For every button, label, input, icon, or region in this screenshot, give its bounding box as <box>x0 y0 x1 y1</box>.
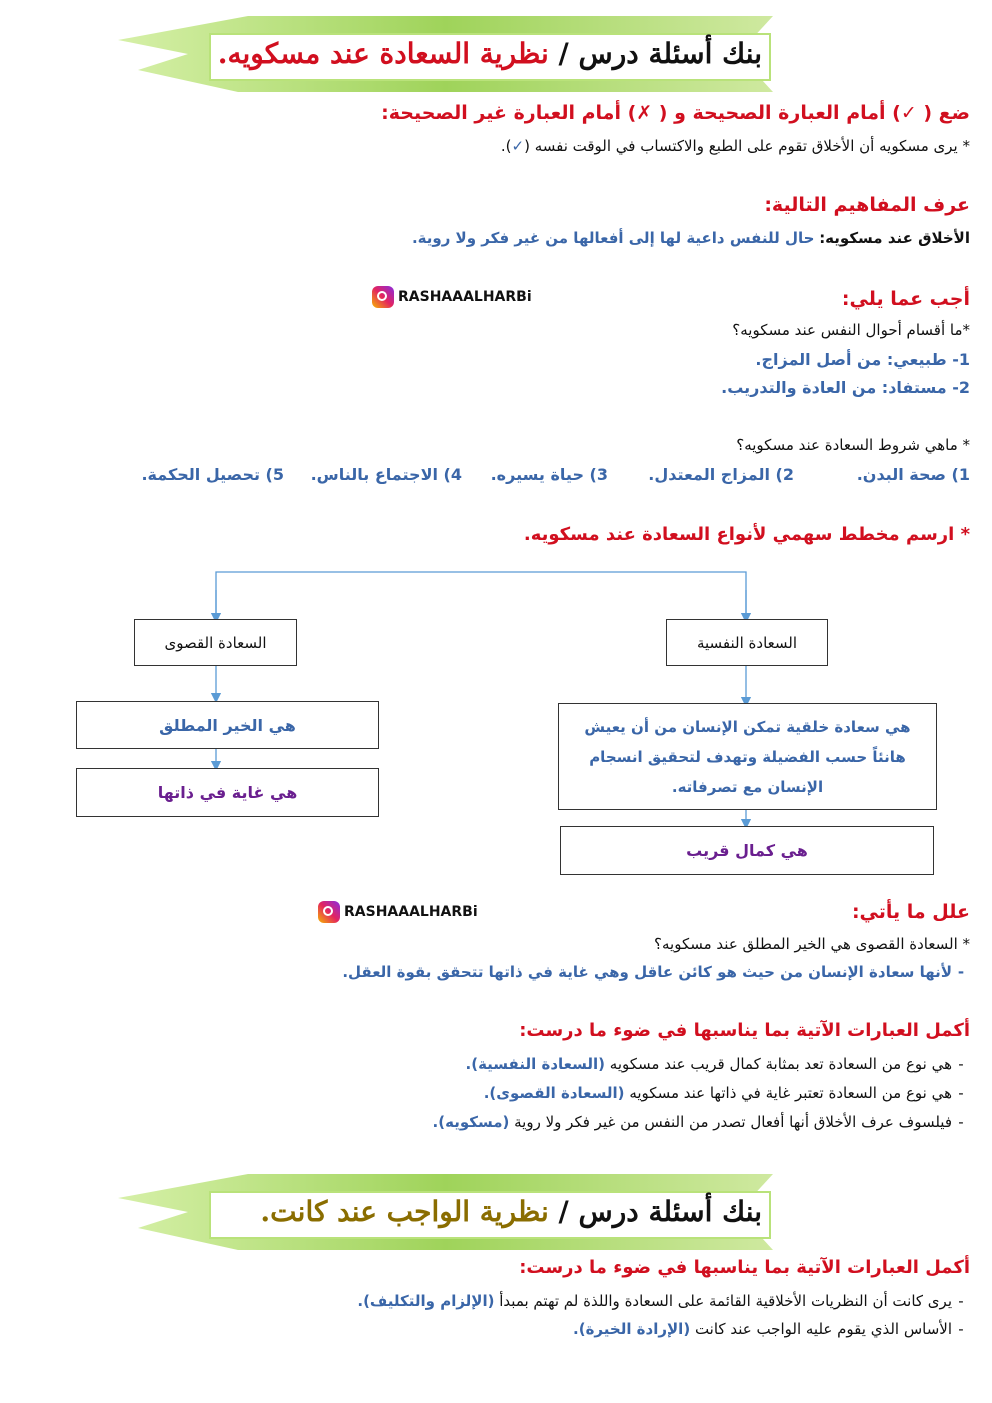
q1-statement-close: ). <box>500 137 512 155</box>
box-right-description: هي سعادة خلقية تمكن الإنسان من أن يعيش هانئاً حسب الفضيلة وتهدف لتحقيق انسجام الإنسان مع تصرفاته. <box>558 703 937 810</box>
banner-2-heading <box>260 1195 762 1228</box>
q6-item-3-answer: (مسكويه). <box>432 1113 510 1131</box>
q1-check-mark: ✓ <box>511 137 525 155</box>
q6-item-2-answer: (السعادة القصوى). <box>483 1084 625 1102</box>
instagram-handle: RASHAAALHARBi <box>398 289 532 305</box>
q5-question: * السعادة القصوى هي الخير المطلق عند مسكويه؟ <box>654 935 970 953</box>
q7-item-1: -يرى كانت أن النظريات الأخلاقية القائمة على السعادة واللذة لم تهتم بمبدأ (الإلزام والتكليف). <box>357 1292 964 1310</box>
q2-term: الأخلاق عند مسكويه: <box>819 229 970 247</box>
q3-heading: أجب عما يلي: <box>841 288 970 310</box>
instagram-handle: RASHAAALHARBi <box>344 904 478 920</box>
q6-item-2: -هي نوع من السعادة تعتبر غاية في ذاتها عند مسكويه (السعادة القصوى). <box>483 1084 964 1102</box>
banner-1-heading <box>218 37 762 70</box>
q3-condition-2: 2) المزاج المعتدل. <box>648 465 794 484</box>
q7-item-1-text: يرى كانت أن النظريات الأخلاقية القائمة على السعادة واللذة لم تهتم بمبدأ <box>494 1292 952 1310</box>
banner-2-title: نظرية الواجب عند كانت. <box>260 1195 549 1228</box>
q2-heading: عرف المفاهيم التالية: <box>764 194 970 216</box>
q3-answer-2: 2- مستفاد: من العادة والتدريب. <box>721 378 970 397</box>
q6-item-2-text: هي نوع من السعادة تعتبر غاية في ذاتها عند مسكويه <box>624 1084 952 1102</box>
q5-answer: -لأنها سعادة الإنسان من حيث هو كائن عاقل وهي غاية في ذاتها تتحقق بقوة العقل. <box>342 963 965 981</box>
q3-condition-5: 5) تحصيل الحكمة. <box>141 465 284 484</box>
box-left-title: السعادة القصوى <box>134 619 297 666</box>
q6-item-1: -هي نوع من السعادة تعد بمثابة كمال قريب عند مسكويه (السعادة النفسية). <box>465 1055 964 1073</box>
banner-2 <box>118 1168 778 1256</box>
q6-item-3: -فيلسوف عرف الأخلاق أنها أفعال تصدر من النفس من غير فكر ولا روية (مسكويه). <box>432 1113 964 1131</box>
q5-answer-text: لأنها سعادة الإنسان من حيث هو كائن عاقل وهي غاية في ذاتها تتحقق بقوة العقل. <box>342 963 952 981</box>
banner-1-title: نظرية السعادة عند مسكويه. <box>217 37 549 70</box>
q3-question-1: *ما أقسام أحوال النفس عند مسكويه؟ <box>732 321 970 339</box>
q4-heading: * ارسم مخطط سهمي لأنواع السعادة عند مسكويه. <box>523 524 970 545</box>
q1-statement-text: * يرى مسكويه أن الأخلاق تقوم على الطبع والاكتساب في الوقت نفسه ( <box>524 137 970 155</box>
banner-1 <box>118 10 778 98</box>
q1-heading: ضع ( ✓) أمام العبارة الصحيحة و ( ✗) أمام العبارة غير الصحيحة: <box>381 102 970 124</box>
box-left-note: هي غاية في ذاتها <box>76 768 379 817</box>
q7-item-2-answer: (الإرادة الخيرة). <box>573 1320 691 1338</box>
q7-heading: أكمل العبارات الآتية بما يناسبها في ضوء ما درست: <box>519 1257 970 1278</box>
banner-2-prefix: بنك أسئلة درس / <box>548 1195 762 1228</box>
q3-question-2: * ماهي شروط السعادة عند مسكويه؟ <box>736 436 970 454</box>
q1-statement <box>20 137 970 155</box>
box-right-note: هي كمال قريب <box>560 826 934 875</box>
q7-item-1-answer: (الإلزام والتكليف). <box>357 1292 495 1310</box>
banner-1-prefix: بنك أسئلة درس / <box>548 37 762 70</box>
box-left-description: هي الخير المطلق <box>76 701 379 749</box>
box-right-title: السعادة النفسية <box>666 619 828 666</box>
q7-item-2: -الأساس الذي يقوم عليه الواجب عند كانت (الإرادة الخيرة). <box>573 1320 964 1338</box>
q3-condition-4: 4) الاجتماع بالناس. <box>310 465 462 484</box>
q6-item-1-text: هي نوع من السعادة تعد بمثابة كمال قريب عند مسكويه <box>605 1055 952 1073</box>
diagram-top-connector <box>216 572 746 618</box>
q6-item-3-text: فيلسوف عرف الأخلاق أنها أفعال تصدر من النفس من غير فكر ولا روية <box>509 1113 952 1131</box>
q3-condition-3: 3) حياة يسيره. <box>490 465 608 484</box>
q6-item-1-answer: (السعادة النفسية). <box>465 1055 606 1073</box>
q3-answer-1: 1- طبيعي: من أصل المزاج. <box>755 350 970 369</box>
q5-heading: علل ما يأتي: <box>851 901 970 923</box>
q7-item-2-text: الأساس الذي يقوم عليه الواجب عند كانت <box>690 1320 952 1338</box>
q2-definition <box>20 229 970 247</box>
q3-condition-1: 1) صحة البدن. <box>856 465 970 484</box>
q2-definition-text: حال للنفس داعية لها إلى أفعالها من غير فكر ولا روية. <box>411 229 815 247</box>
q6-heading: أكمل العبارات الآتية بما يناسبها في ضوء ما درست: <box>519 1020 970 1041</box>
